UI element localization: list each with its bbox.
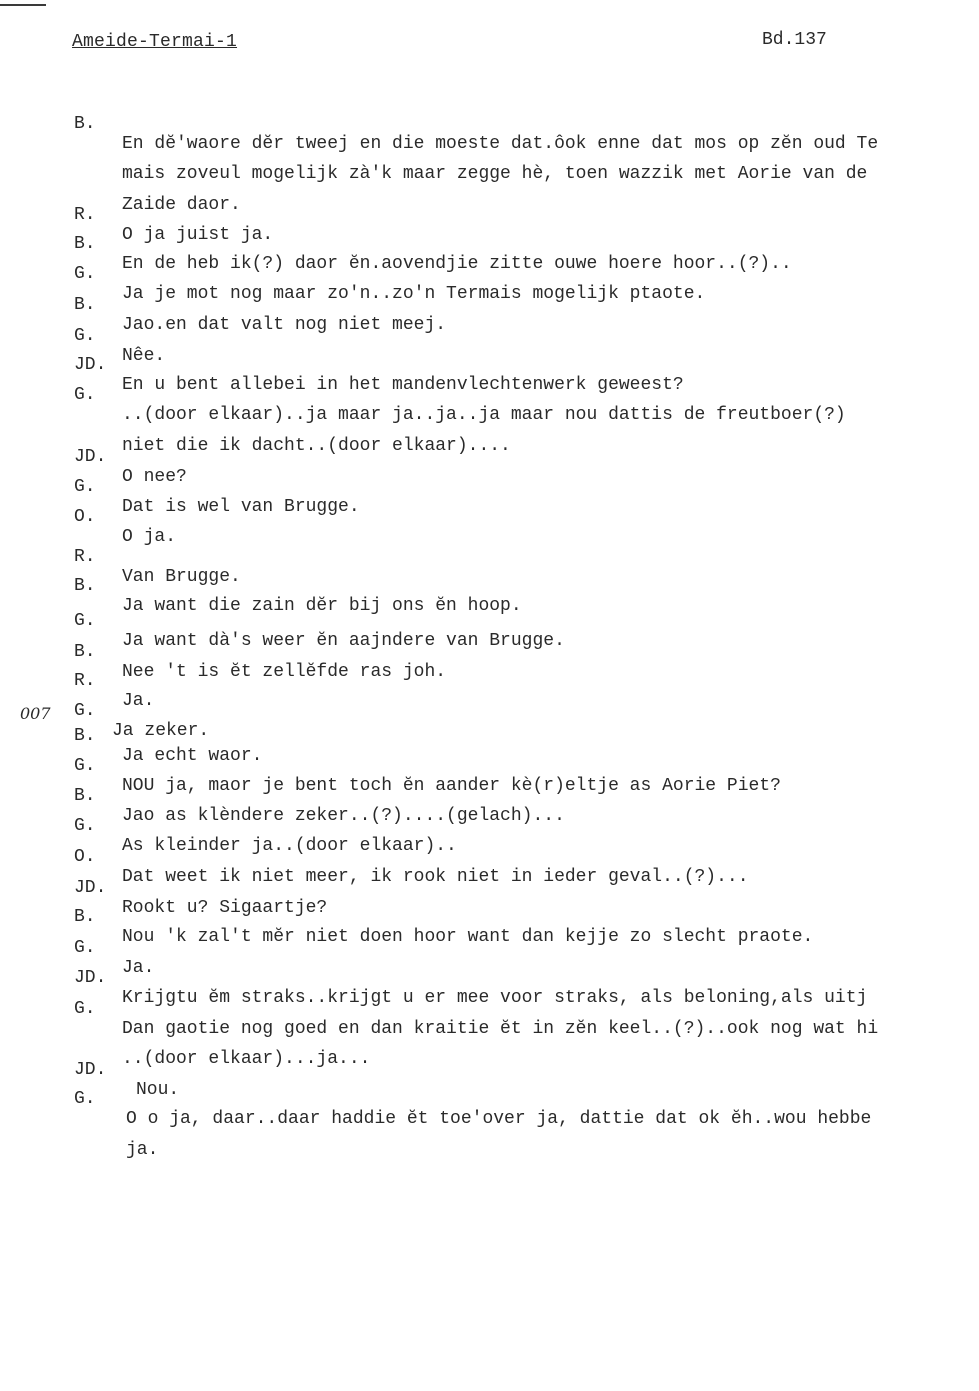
utterance-text: Ja want die zain dĕr bij ons ĕn hoop. (122, 596, 522, 616)
utterance-text: Jao.en dat valt nog niet meej. (122, 315, 447, 335)
utterance-text: Nêe. (122, 346, 166, 366)
speaker-label: B. (74, 726, 96, 746)
utterance-text: Ja want dà's weer ĕn aajndere van Brugge. (122, 631, 565, 651)
utterance-text: ..(door elkaar)..ja maar ja..ja..ja maar nou dattis de freutboer(?) (122, 405, 846, 425)
utterance-text: En dĕ'waore dĕr tweej en die moeste dat.ôok enne dat mos op zĕn oud Te (122, 134, 879, 154)
utterance-text: NOU ja, maor je bent toch ĕn aander kè(r)eltje as Aorie Piet? (122, 776, 781, 796)
utterance-text: Ja. (122, 691, 155, 711)
utterance-text: ja. (126, 1140, 159, 1160)
speaker-label: B. (74, 114, 96, 134)
speaker-label: JD. (74, 447, 107, 467)
utterance-text: Dat is wel van Brugge. (122, 497, 360, 517)
speaker-label: B. (74, 234, 96, 254)
speaker-label: B. (74, 576, 96, 596)
speaker-label: JD. (74, 968, 107, 988)
utterance-text: ..(door elkaar)...ja... (122, 1049, 371, 1069)
utterance-text: Dat weet ik niet meer, ik rook niet in ieder geval..(?)... (122, 867, 749, 887)
utterance-text: Zaide daor. (122, 195, 241, 215)
speaker-label: G. (74, 999, 96, 1019)
utterance-text: O nee? (122, 467, 187, 487)
speaker-label: B. (74, 295, 96, 315)
speaker-label: B. (74, 642, 96, 662)
utterance-text: Rookt u? Sigaartje? (122, 898, 328, 918)
utterance-text: Dan gaotie nog goed en dan kraitie ĕt in zĕn keel..(?)..ook nog wat hi (122, 1019, 879, 1039)
utterance-text: O ja juist ja. (122, 225, 274, 245)
speaker-label: JD. (74, 878, 107, 898)
speaker-label: G. (74, 938, 96, 958)
utterance-text: En de heb ik(?) daor ĕn.aovendjie zitte ouwe hoere hoor..(?).. (122, 254, 792, 274)
utterance-text: Nou. (136, 1080, 180, 1100)
speaker-label: G. (74, 385, 96, 405)
speaker-label: G. (74, 326, 96, 346)
utterance-text: Nee 't is ĕt zellĕfde ras joh. (122, 662, 447, 682)
utterance-text: As kleinder ja..(door elkaar).. (122, 836, 457, 856)
utterance-text: Nou 'k zal't mĕr niet doen hoor want dan kejje zo slecht praote. (122, 927, 814, 947)
utterance-text: niet die ik dacht..(door elkaar).... (122, 436, 511, 456)
utterance-text: Krijgtu ĕm straks..krijgt u er mee voor straks, als beloning,als uitj (122, 988, 868, 1008)
utterance-text: Van Brugge. (122, 567, 241, 587)
speaker-label: O. (74, 507, 96, 527)
speaker-label: G. (74, 1089, 96, 1109)
utterance-text: O o ja, daar..daar haddie ĕt toe'over ja, dattie dat ok ĕh..wou hebbe (126, 1109, 872, 1129)
speaker-label: JD. (74, 1060, 107, 1080)
speaker-label: G. (74, 264, 96, 284)
utterance-text: Jao as klèndere zeker..(?)....(gelach)... (122, 806, 565, 826)
speaker-label: R. (74, 671, 96, 691)
utterance-text: Ja. (122, 958, 155, 978)
top-dash-mark (0, 4, 46, 6)
speaker-label: R. (74, 547, 96, 567)
speaker-label: G. (74, 701, 96, 721)
document-title: Ameide-Termai-1 (72, 32, 238, 52)
speaker-label: G. (74, 477, 96, 497)
utterance-text: mais zoveul mogelijk zà'k maar zegge hè, toen wazzik met Aorie van de (122, 164, 868, 184)
speaker-label: G. (74, 816, 96, 836)
utterance-text: Ja je mot nog maar zo'n..zo'n Termais mogelijk ptaote. (122, 284, 706, 304)
speaker-label: R. (74, 205, 96, 225)
utterance-text: En u bent allebei in het mandenvlechtenwerk geweest? (122, 375, 684, 395)
utterance-text: Ja zeker. (112, 721, 210, 741)
speaker-label: O. (74, 847, 96, 867)
speaker-label: G. (74, 611, 96, 631)
utterance-text: Ja echt waor. (122, 746, 263, 766)
speaker-label: G. (74, 756, 96, 776)
margin-annotation: 007 (20, 704, 51, 723)
speaker-label: B. (74, 786, 96, 806)
speaker-label: B. (74, 907, 96, 927)
speaker-label: JD. (74, 355, 107, 375)
transcript-line (0, 1100, 159, 1180)
page-reference: Bd.137 (762, 30, 827, 50)
utterance-text: O ja. (122, 527, 177, 547)
